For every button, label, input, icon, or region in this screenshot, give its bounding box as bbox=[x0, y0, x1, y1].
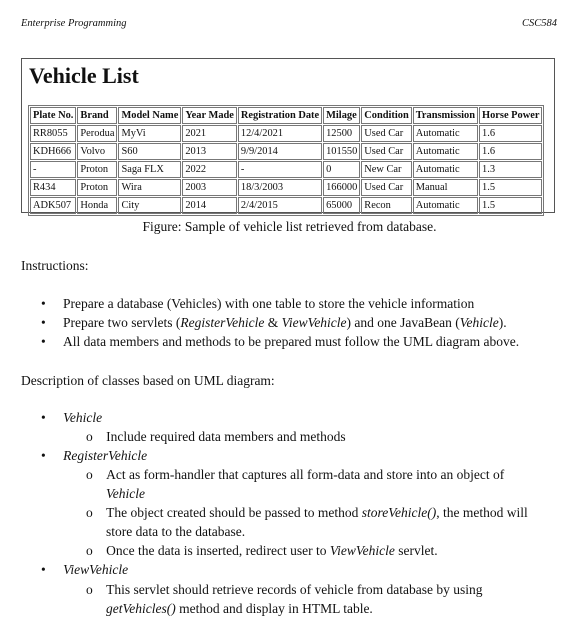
table-cell: Proton bbox=[77, 179, 117, 196]
sub-item bbox=[86, 582, 483, 598]
vehicle-table bbox=[28, 105, 544, 216]
sub-item bbox=[86, 543, 438, 559]
list-item bbox=[41, 294, 519, 313]
table-cell: ADK507 bbox=[30, 197, 76, 214]
table-cell: Volvo bbox=[77, 143, 117, 160]
column-header: Transmission bbox=[413, 107, 478, 124]
table-cell: Automatic bbox=[413, 125, 478, 142]
method-name: storeVehicle() bbox=[361, 505, 437, 520]
table-cell: 166000 bbox=[323, 179, 360, 196]
table-cell: 2014 bbox=[182, 197, 237, 214]
class-item-viewvehicle bbox=[41, 562, 128, 578]
table-cell: City bbox=[118, 197, 181, 214]
javabean-name: Vehicle bbox=[459, 315, 499, 330]
bullet-icon: • bbox=[41, 562, 46, 577]
column-header: Model Name bbox=[118, 107, 181, 124]
servlet-name: ViewVehicle bbox=[329, 543, 395, 558]
table-cell: - bbox=[30, 161, 76, 178]
table-cell: Used Car bbox=[361, 179, 411, 196]
list-item bbox=[41, 332, 519, 351]
table-cell: 2/4/2015 bbox=[238, 197, 322, 214]
list-item-text: All data members and methods to be prepared must follow the UML diagram above. bbox=[63, 334, 520, 349]
table-cell: 1.3 bbox=[479, 161, 542, 178]
sub-bullet-icon: o bbox=[86, 582, 93, 597]
text-fragment: & bbox=[264, 315, 282, 330]
sub-item bbox=[86, 505, 528, 521]
table-cell: Automatic bbox=[413, 197, 478, 214]
table-cell: 1.6 bbox=[479, 125, 542, 142]
table-row bbox=[30, 161, 542, 178]
servlet-name: RegisterVehicle bbox=[180, 315, 265, 330]
table-cell: Used Car bbox=[361, 143, 411, 160]
table-row bbox=[30, 125, 542, 142]
column-header: Registration Date bbox=[238, 107, 322, 124]
bullet-icon: • bbox=[41, 296, 46, 311]
table-cell: 12/4/2021 bbox=[238, 125, 322, 142]
table-cell: 18/3/2003 bbox=[238, 179, 322, 196]
figure-caption: Figure: Sample of vehicle list retrieved from database. bbox=[142, 219, 437, 234]
table-cell: 1.6 bbox=[479, 143, 542, 160]
column-header: Milage bbox=[323, 107, 360, 124]
table-cell: 2013 bbox=[182, 143, 237, 160]
sub-bullet-icon: o bbox=[86, 429, 93, 444]
sub-item-text bbox=[106, 543, 438, 558]
figure-title: Vehicle List bbox=[29, 63, 139, 88]
table-cell: Manual bbox=[413, 179, 478, 196]
text-fragment: method and display in HTML table. bbox=[175, 601, 373, 616]
sub-item-text: Include required data members and methods bbox=[106, 429, 346, 444]
table-cell: 0 bbox=[323, 161, 360, 178]
table-cell: KDH666 bbox=[30, 143, 76, 160]
table-row bbox=[30, 197, 542, 214]
class-item-vehicle bbox=[41, 410, 102, 426]
table-cell: RR8055 bbox=[30, 125, 76, 142]
table-cell: 101550 bbox=[323, 143, 360, 160]
table-cell: - bbox=[238, 161, 322, 178]
table-cell: S60 bbox=[118, 143, 181, 160]
instructions-list bbox=[41, 294, 519, 351]
table-row bbox=[30, 179, 542, 196]
table-cell: Automatic bbox=[413, 143, 478, 160]
bullet-icon: • bbox=[41, 448, 46, 463]
table-cell: Recon bbox=[361, 197, 411, 214]
text-fragment: ) and one JavaBean ( bbox=[346, 315, 460, 330]
sub-item bbox=[86, 467, 504, 483]
table-cell: Used Car bbox=[361, 125, 411, 142]
sub-item-continuation: Vehicle bbox=[106, 486, 145, 501]
sub-item-text bbox=[106, 505, 528, 520]
class-name: RegisterVehicle bbox=[63, 448, 148, 463]
vehicle-list-figure bbox=[21, 58, 555, 213]
list-item-text: Prepare a database (Vehicles) with one table to store the vehicle information bbox=[63, 296, 475, 311]
class-name: ViewVehicle bbox=[63, 562, 129, 577]
table-header-row bbox=[30, 107, 542, 124]
text-fragment: , the method will bbox=[436, 505, 528, 520]
text-fragment: servlet. bbox=[394, 543, 438, 558]
table-cell: Wira bbox=[118, 179, 181, 196]
table-cell: 65000 bbox=[323, 197, 360, 214]
table-cell: Automatic bbox=[413, 161, 478, 178]
table-cell: 9/9/2014 bbox=[238, 143, 322, 160]
sub-bullet-icon: o bbox=[86, 467, 93, 482]
table-cell: 1.5 bbox=[479, 197, 542, 214]
method-name: getVehicles() bbox=[106, 601, 176, 616]
bullet-icon: • bbox=[41, 315, 46, 330]
servlet-name: ViewVehicle bbox=[281, 315, 347, 330]
column-header: Plate No. bbox=[30, 107, 76, 124]
sub-item-text: Act as form-handler that captures all form-data and store into an object of bbox=[106, 467, 505, 482]
class-name: Vehicle bbox=[63, 410, 103, 425]
sub-item bbox=[86, 429, 346, 445]
sub-item-text: This servlet should retrieve records of vehicle from database by using bbox=[106, 582, 483, 597]
table-cell: 12500 bbox=[323, 125, 360, 142]
description-heading: Description of classes based on UML diagram: bbox=[21, 373, 275, 388]
sub-item-continuation bbox=[106, 601, 373, 617]
table-cell: MyVi bbox=[118, 125, 181, 142]
column-header: Year Made bbox=[182, 107, 237, 124]
table-cell: Saga FLX bbox=[118, 161, 181, 178]
column-header: Horse Power bbox=[479, 107, 542, 124]
instructions-heading: Instructions: bbox=[21, 258, 89, 273]
table-cell: 1.5 bbox=[479, 179, 542, 196]
list-item bbox=[41, 313, 519, 332]
header-right: CSC584 bbox=[521, 18, 557, 29]
sub-item-continuation: store data to the database. bbox=[106, 524, 246, 539]
header-left: Enterprise Programming bbox=[21, 18, 127, 29]
table-row bbox=[30, 143, 542, 160]
text-fragment: Prepare two servlets ( bbox=[63, 315, 181, 330]
table-cell: Honda bbox=[77, 197, 117, 214]
table-cell: 2003 bbox=[182, 179, 237, 196]
table-cell: Proton bbox=[77, 161, 117, 178]
list-item-text bbox=[63, 315, 507, 330]
bullet-icon: • bbox=[41, 410, 46, 425]
text-fragment: ). bbox=[498, 315, 507, 330]
table-cell: R434 bbox=[30, 179, 76, 196]
bullet-icon: • bbox=[41, 334, 46, 349]
column-header: Condition bbox=[361, 107, 411, 124]
table-cell: Perodua bbox=[77, 125, 117, 142]
column-header: Brand bbox=[77, 107, 117, 124]
sub-bullet-icon: o bbox=[86, 543, 93, 558]
text-fragment: The object created should be passed to method bbox=[106, 505, 362, 520]
table-cell: 2022 bbox=[182, 161, 237, 178]
text-fragment: Once the data is inserted, redirect user to bbox=[106, 543, 330, 558]
class-item-registervehicle bbox=[41, 448, 147, 464]
table-cell: New Car bbox=[361, 161, 411, 178]
table-cell: 2021 bbox=[182, 125, 237, 142]
sub-bullet-icon: o bbox=[86, 505, 93, 520]
